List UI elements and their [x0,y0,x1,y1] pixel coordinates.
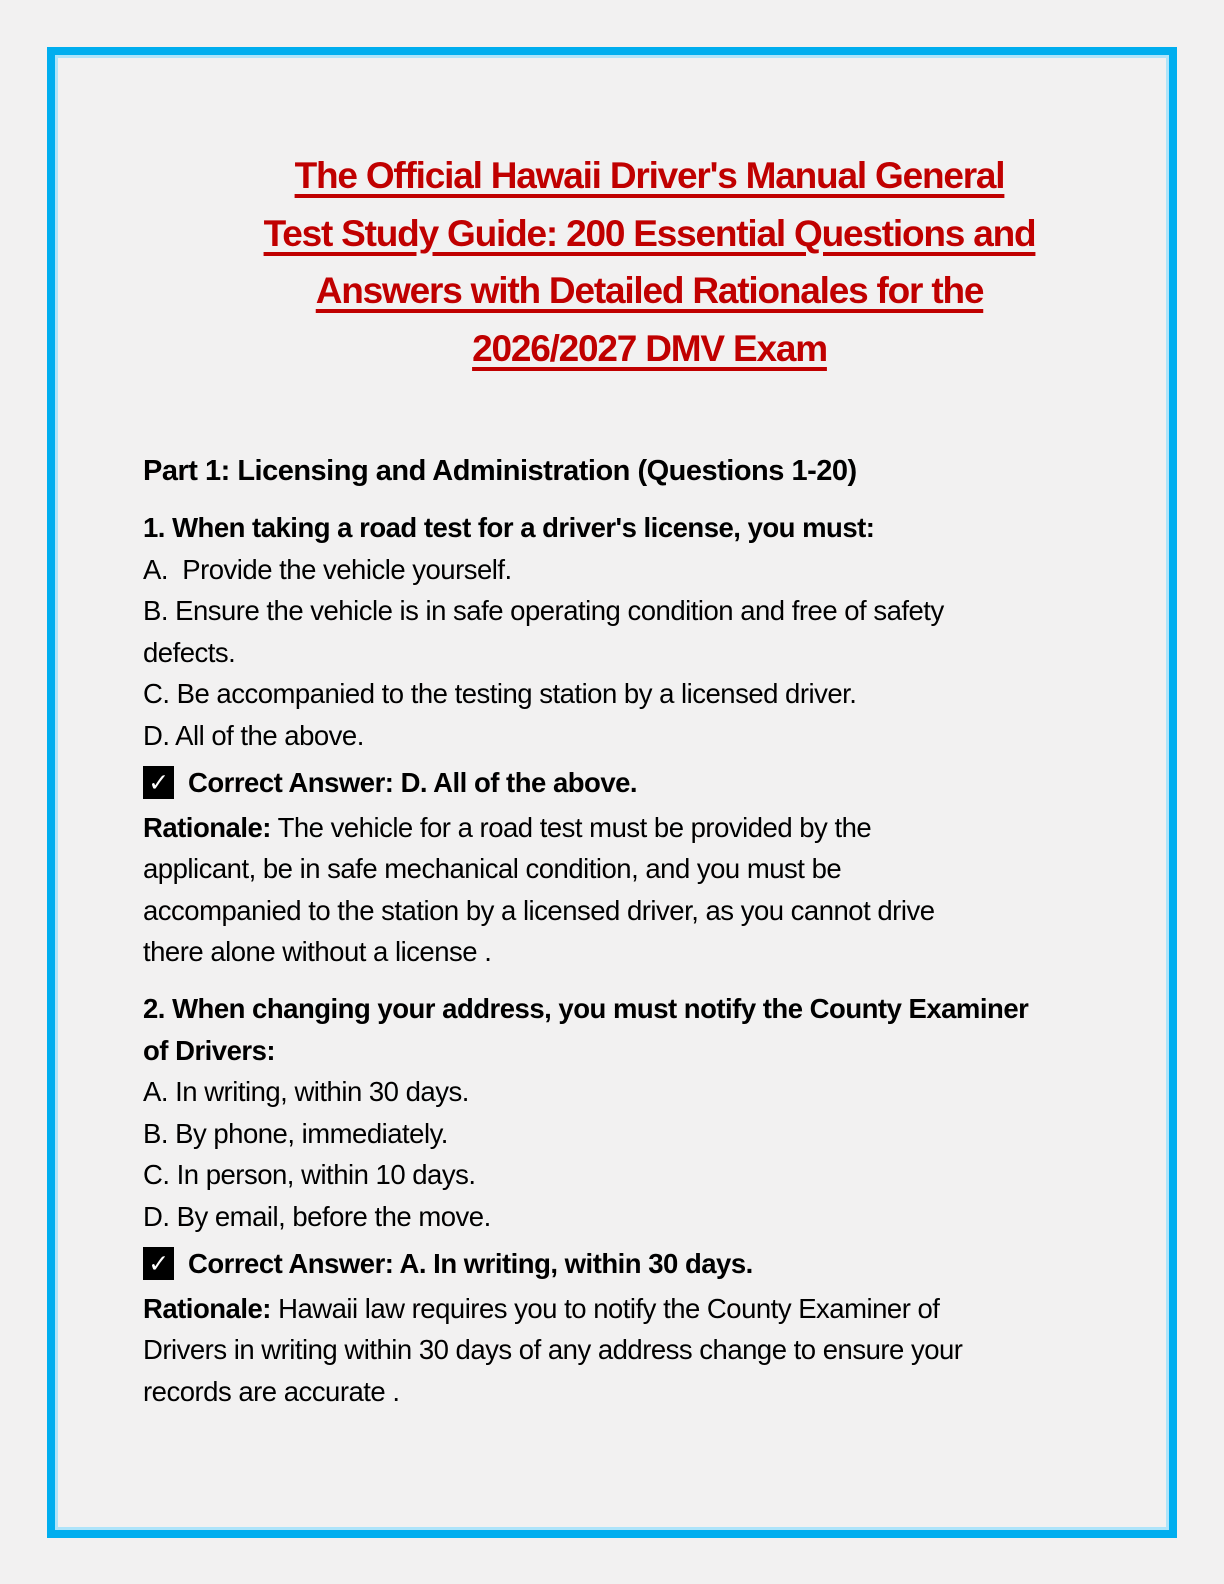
rationale-paragraph [143,1288,1129,1413]
question-heading [143,988,1129,1071]
rationale-paragraph [143,807,1129,973]
title-line: 2026/2027 DMV Exam [472,327,827,369]
answer-option-line: A. In writing, within 30 days. [143,1076,469,1108]
question-heading [143,507,1129,549]
checked-checkbox-icon [143,1247,174,1280]
answer-option-line: C. In person, within 10 days. [143,1159,476,1191]
answer-option-line: D. All of the above. [143,719,364,751]
question-block-1 [143,507,1129,973]
question-heading-line: 2. When changing your address, you must notify the County Examiner [143,992,1029,1024]
rationale-line [143,1288,1129,1330]
rationale-text: Hawaii law requires you to notify the County Examiner of [278,1292,940,1324]
part-heading: Part 1: Licensing and Administration (Questions 1-20) [143,455,857,487]
rationale-line: Drivers in writing within 30 days of any address change to ensure your [143,1334,963,1366]
document-title [182,147,1117,377]
title-line: Answers with Detailed Rationales for the [315,270,984,311]
rationale-line: applicant, be in safe mechanical condition, and you must be [143,853,842,885]
rationale-text: The vehicle for a road test must be provided by the [277,811,872,843]
check-glyph: ✓ [148,1249,169,1278]
correct-answer-text: Correct Answer: A. In writing, within 30 days. [188,1247,753,1279]
rationale-line: there alone without a license . [143,936,492,968]
check-glyph: ✓ [148,768,169,797]
answer-option-line: B. Ensure the vehicle is in safe operating condition and free of safety [143,595,944,627]
rationale-line [143,807,1129,849]
question-heading-line: of Drivers: [143,1034,276,1066]
question-block-2 [143,988,1129,1412]
correct-answer-line [143,761,1129,805]
page-content [55,55,1169,1530]
answer-option-line: defects. [143,636,236,668]
rationale-label: Rationale: [143,1292,271,1324]
question-heading-line: 1. When taking a road test for a driver's license, you must: [143,512,875,543]
answer-option-line: D. By email, before the move. [143,1200,491,1232]
answer-option-line: A. Provide the vehicle yourself. [143,553,512,585]
rationale-label: Rationale: [143,811,271,843]
correct-answer-text: Correct Answer: D. All of the above. [188,766,638,798]
title-line: The Official Hawaii Driver's Manual General [294,155,1005,196]
correct-answer-line [143,1242,1129,1286]
answer-option-line: B. By phone, immediately. [143,1117,448,1149]
checked-checkbox-icon [143,766,174,799]
rationale-line: records are accurate . [143,1375,400,1407]
answer-option-line: C. Be accompanied to the testing station by a licensed driver. [143,678,857,710]
title-line: Test Study Guide: 200 Essential Questions and [263,212,1036,254]
page-border [47,47,1177,1538]
rationale-line: accompanied to the station by a licensed driver, as you cannot drive [143,894,935,926]
